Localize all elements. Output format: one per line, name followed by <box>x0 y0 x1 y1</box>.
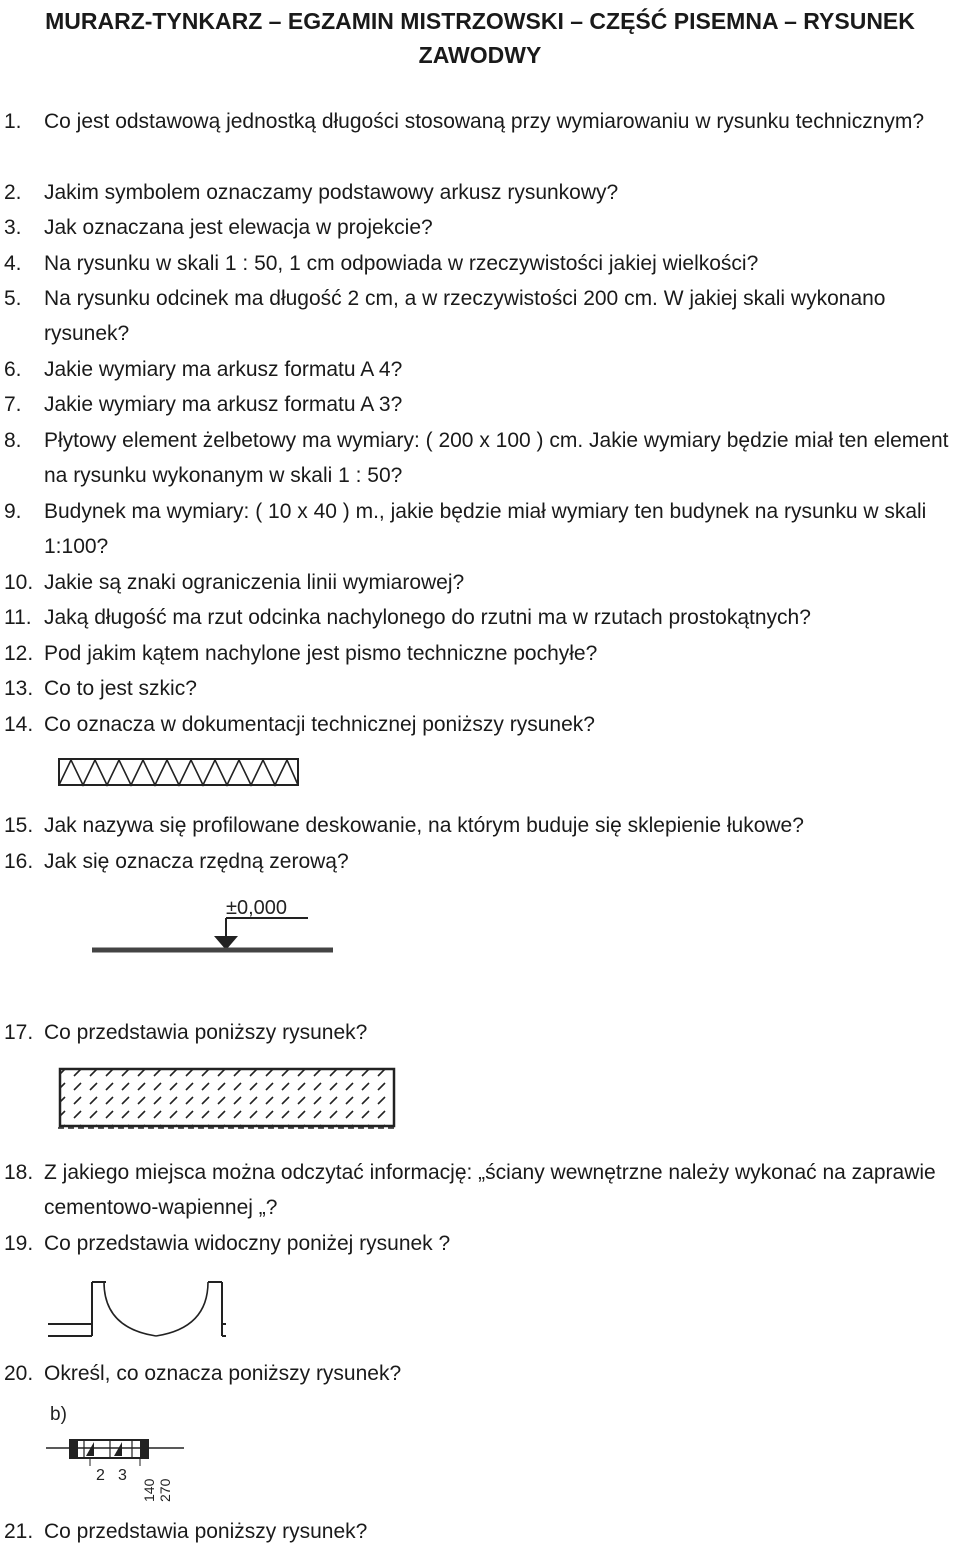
question-number: 2. <box>4 181 22 204</box>
question-number: 14. <box>4 713 34 736</box>
question-number: 15. <box>4 814 34 837</box>
question-text: Co przedstawia poniższy rysunek? <box>44 1520 368 1543</box>
question-text: Co przedstawia widoczny poniżej rysunek ? <box>44 1232 451 1255</box>
question-number: 11. <box>4 606 32 629</box>
question-number: 21. <box>4 1520 34 1543</box>
question-text: Jak się oznacza rzędną zerową? <box>44 850 349 873</box>
question-number: 16. <box>4 850 34 873</box>
question-text: Jakim symbolem oznaczamy podstawowy arkusz rysunkowy? <box>44 181 619 204</box>
window-dimension-figure <box>44 1398 194 1506</box>
question-9 <box>0 494 950 564</box>
question-number: 9. <box>4 500 22 523</box>
question-10 <box>0 565 950 600</box>
window-label: b) <box>50 1404 67 1425</box>
question-16 <box>0 844 950 879</box>
question-text: Co to jest szkic? <box>44 677 197 700</box>
question-number: 8. <box>4 429 22 452</box>
question-text: Z jakiego miejsca można odczytać informację: „ściany wewnętrzne należy wykonać na zaprawie cementowo-wapiennej „? <box>44 1161 936 1219</box>
window-dim-140: 140 <box>141 1478 157 1502</box>
question-number: 7. <box>4 393 22 416</box>
question-20 <box>0 1356 950 1391</box>
question-text: Co przedstawia poniższy rysunek? <box>44 1021 368 1044</box>
question-number: 3. <box>4 216 22 239</box>
question-6 <box>0 352 950 387</box>
question-text: Jakie wymiary ma arkusz formatu A 3? <box>44 393 403 416</box>
question-19 <box>0 1226 950 1261</box>
question-number: 12. <box>4 642 34 665</box>
question-number: 17. <box>4 1021 34 1044</box>
question-text: Jakie są znaki ograniczenia linii wymiarowej? <box>44 571 465 594</box>
level-mark-label: ±0,000 <box>226 897 288 919</box>
question-17 <box>0 1015 950 1050</box>
question-text: Jak nazywa się profilowane deskowanie, na którym buduje się sklepienie łukowe? <box>44 814 804 837</box>
question-number: 19. <box>4 1232 34 1255</box>
question-8 <box>0 423 950 493</box>
question-14 <box>0 707 950 742</box>
question-4 <box>0 246 950 281</box>
double-door-figure <box>44 1276 229 1346</box>
question-2 <box>0 175 950 210</box>
question-5 <box>0 281 950 351</box>
question-11 <box>0 600 950 635</box>
question-number: 1. <box>4 110 22 133</box>
question-text: Jak oznaczana jest elewacja w projekcie? <box>44 216 433 239</box>
hatched-section-figure <box>56 1066 401 1136</box>
question-text: Określ, co oznacza poniższy rysunek? <box>44 1362 402 1385</box>
question-number: 10. <box>4 571 34 594</box>
question-text: Co oznacza w dokumentacji technicznej poniższy rysunek? <box>44 713 595 736</box>
question-text: Na rysunku w skali 1 : 50, 1 cm odpowiada w rzeczywistości jakiej wielkości? <box>44 252 759 275</box>
question-number: 6. <box>4 358 22 381</box>
question-18 <box>0 1155 950 1225</box>
question-15 <box>0 808 950 843</box>
question-13 <box>0 671 950 706</box>
question-7 <box>0 387 950 422</box>
question-text: Płytowy element żelbetowy ma wymiary: ( 200 x 100 ) cm. Jakie wymiary będzie miał ten element na rysunku wykonanym w skali 1 : 50? <box>44 429 949 487</box>
window-dim-3: 3 <box>118 1467 127 1484</box>
question-1 <box>0 104 950 139</box>
question-text: Jakie wymiary ma arkusz formatu A 4? <box>44 358 403 381</box>
question-text: Pod jakim kątem nachylone jest pismo techniczne pochyłe? <box>44 642 598 665</box>
question-number: 18. <box>4 1161 34 1184</box>
page-title: MURARZ-TYNKARZ – EGZAMIN MISTRZOWSKI – CZĘŚĆ PISEMNA – RYSUNEK ZAWODWY <box>45 8 915 68</box>
question-3 <box>0 210 950 245</box>
question-number: 5. <box>4 287 22 310</box>
zigzag-insulation-figure <box>58 758 300 788</box>
question-text: Jaką długość ma rzut odcinka nachylonego do rzutni ma w rzutach prostokątnych? <box>44 606 811 629</box>
question-text: Na rysunku odcinek ma długość 2 cm, a w rzeczywistości 200 cm. W jakiej skali wykonano rysunek? <box>44 287 886 345</box>
question-text: Budynek ma wymiary: ( 10 x 40 ) m., jakie będzie miał wymiary ten budynek na rysunku w skali 1:100? <box>44 500 927 558</box>
question-number: 20. <box>4 1362 34 1385</box>
window-dim-270: 270 <box>157 1478 173 1502</box>
question-number: 13. <box>4 677 34 700</box>
question-12 <box>0 636 950 671</box>
question-text: Co jest odstawową jednostką długości stosowaną przy wymiarowaniu w rysunku technicznym? <box>44 110 925 133</box>
window-dim-2: 2 <box>96 1467 105 1484</box>
question-21 <box>0 1514 950 1549</box>
zero-level-mark-figure <box>88 890 338 965</box>
question-number: 4. <box>4 252 22 275</box>
